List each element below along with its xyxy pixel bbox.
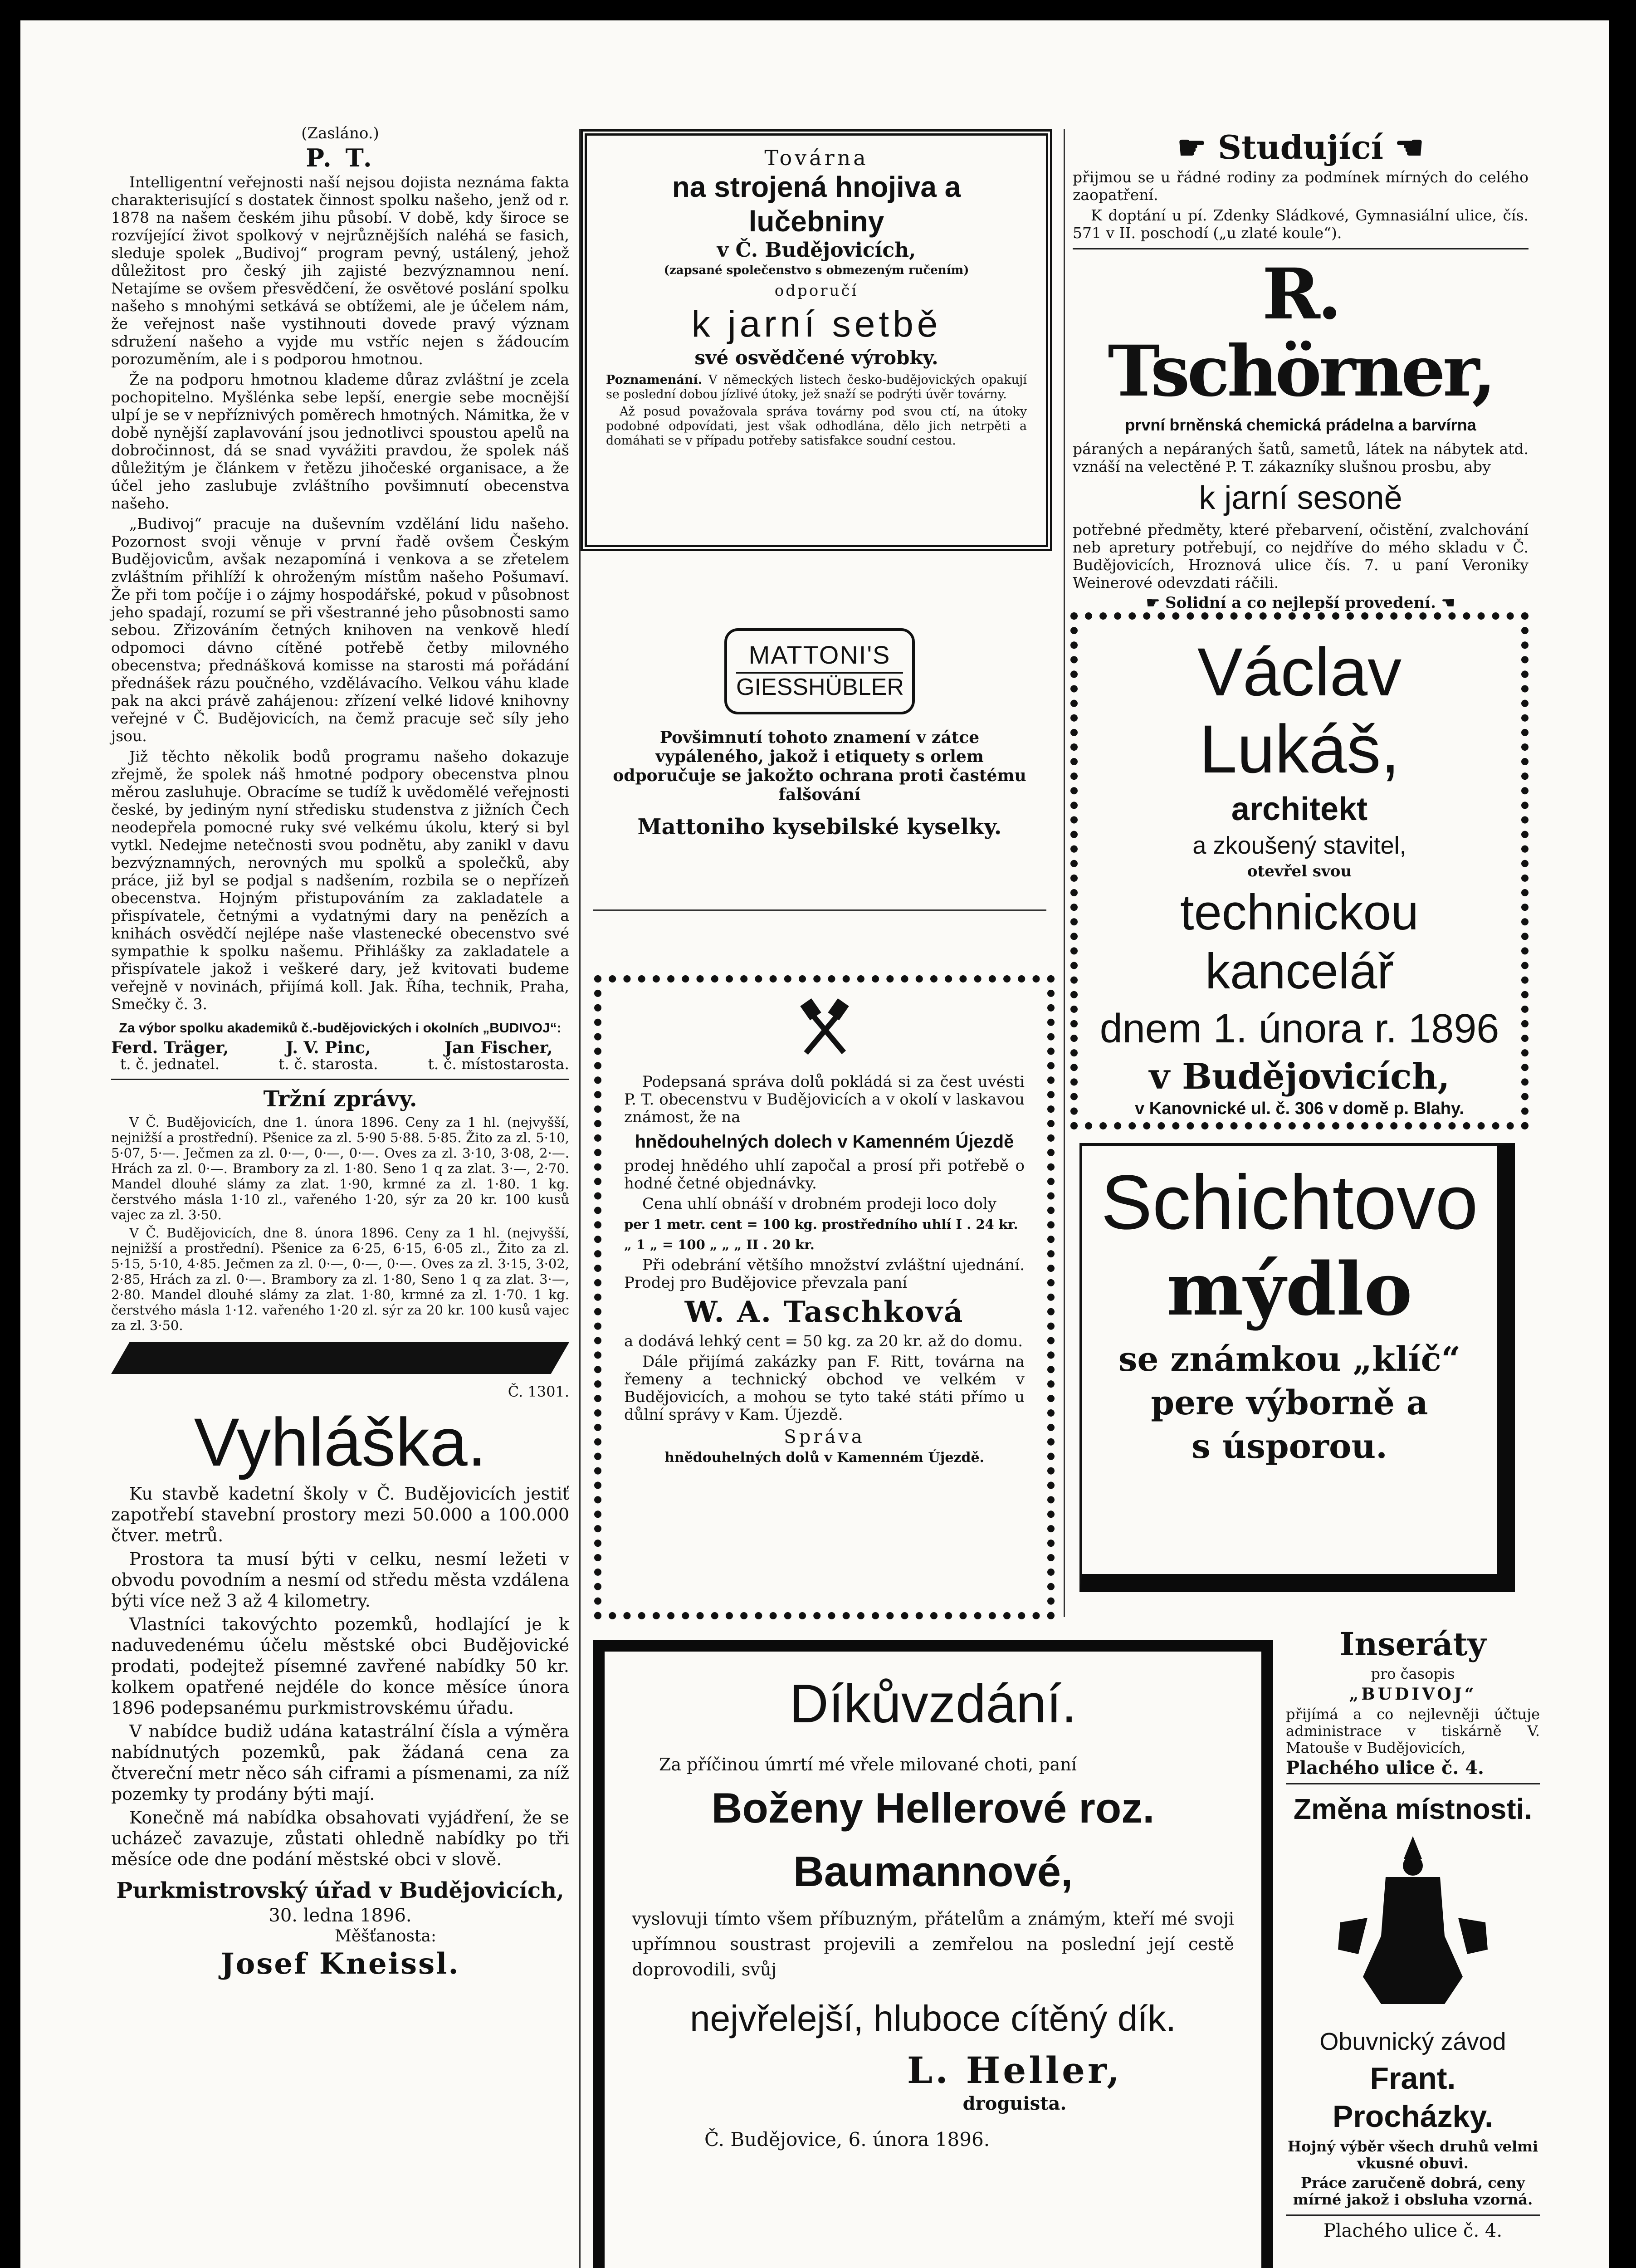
hammer-pick-icon xyxy=(779,996,870,1060)
prochazka-title: Změna místnosti. xyxy=(1293,1793,1533,1825)
tschorner-season: k jarní sesoně xyxy=(1199,480,1402,516)
lukas-date: dnem 1. února r. 1896 xyxy=(1099,1006,1499,1051)
inseraty-street: Plachého ulice č. 4. xyxy=(1286,1757,1484,1779)
dekovani-place-date: Č. Budějovice, 6. února 1896. xyxy=(704,2128,990,2151)
divider xyxy=(1286,2214,1540,2216)
divider xyxy=(111,1079,569,1080)
mattoni-notice: Povšimnutí tohoto znamení v zátce vypáleného, jakož i etiquety s orlem odporučuje se jakožto ochrana proti častému falšování xyxy=(613,728,1026,804)
article-paragraph: Intelligentní veřejnosti naší nejsou dojista neznáma fakta charakterisující s dostatek činnost spolku našeho, jenž od r. 1878 na našem českém jihu působí. V době, kdy široce se rozvíjející život spolkový v nejrůznějších naléhá se fasich, sleduje spolek „Budivoj“ program pevný, ustálený, jehož důležitost pro český jih zajisté bezvýznamnou není. Netajíme se ovšem přesvědčení, že osvětové poslání spolku našeho s mnohými setkává se obtížemi, ale je účelem nám, že veřejnost naše vystihnouti dovede pravý význam sdružení našeho a vyjde mu vstříc nejen s žádoucím porozuměním, ale i s podporou hmotnou. xyxy=(111,173,569,368)
article-paragraph: Že na podporu hmotnou klademe důraz zvláštní je zcela pochopitelno. Myšlénka sebe lepší, energie sebe mocnější ulpí je se v nepříznivých poměrech hmotných. Námitka, že v době nynější zaplavování jsou jednotlivci spoustou apelů na dobročinnost, dá se snad vyvážiti pravdou, že spolek náš důležitým je článkem v řetězu jihočeské organisace, a že účel jeho zaslubuje zvláštního povšimnutí obecenstva našeho. xyxy=(111,371,569,512)
prochazka-text: Hojný výběr všech druhů velmi vkusné obuvi. xyxy=(1287,2138,1538,2172)
vyhlaska-paragraph: V nabídce budiž udána katastrální čísla a výměra nabídnutých pozemků, pak žádaná cena za čtvereční metr něco sáh ciframi a písmenami, za níž pozemky ty prodány býti mají. xyxy=(111,1721,569,1804)
divider xyxy=(1286,1783,1540,1784)
coal-mine-name: hnědouhelných dolech v Kamenném Újezdě xyxy=(635,1132,1014,1152)
signer: Ferd. Träger, t. č. jednatel. xyxy=(111,1038,229,1073)
vyhlaska-title: Vyhláška. xyxy=(194,1404,487,1480)
office-date: 30. ledna 1896. xyxy=(269,1905,412,1926)
tovarna-note2: Až posud považovala správa továrny pod svou ctí, na útoky podobné odpovídati, jest však odhodlána, dělo jich netrpěti a domáhati se v případu potřeby satisfakce soudní cestou. xyxy=(606,405,1027,448)
market-title: Tržní zprávy. xyxy=(263,1086,417,1112)
black-bar xyxy=(111,1342,569,1374)
coal-text: Dále přijímá zakázky pan F. Ritt, továrna na řemeny a technický obchod ve velkém v Budějovicích, a mohou se tyto také státi přímo u důlní správy v Kam. Újezdě. xyxy=(624,1353,1025,1424)
column-rule xyxy=(1064,129,1065,1617)
vyhlaska-paragraph: Ku stavbě kadetní školy v Č. Budějovicích jestiť zapotřebí stavební prostory mezi 50.000 a 100.000 čtver. metrů. xyxy=(111,1484,569,1545)
studujici-text: přijmou se u řádné rodiny za podmínek mírných do celého zaopatření. xyxy=(1073,168,1529,204)
schicht-t5: s úsporou. xyxy=(1192,1427,1387,1466)
schicht-t2: mýdlo xyxy=(1167,1246,1412,1332)
lukas-job: architekt xyxy=(1231,791,1368,827)
ad-lukas xyxy=(1070,612,1529,1129)
ad-coal-mine xyxy=(594,975,1055,1619)
studujici-title: Studující xyxy=(1218,128,1383,166)
tschorner-name: R. Tschörner, xyxy=(1108,253,1494,412)
coal-text: prodej hnědého uhlí započal a prosí při potřebě o hodné četné objednávky. xyxy=(624,1157,1025,1193)
mattoni-cork-logo: MATTONI'S GIESSHÜBLER xyxy=(724,628,915,714)
lukas-opened: otevřel svou xyxy=(1247,862,1352,880)
coal-sign1: Správa xyxy=(784,1427,865,1447)
signer: J. V. Pinc, t. č. starosta. xyxy=(278,1038,378,1073)
vyhlaska-paragraph: Prostora ta musí býti v celku, nesmí ležeti v obvodu povodním a nesmí od středu města vzdálena býti více než 3 až 4 kilometry. xyxy=(111,1549,569,1611)
pointing-hand-icon: ☚ xyxy=(1436,594,1455,612)
pointing-hand-icon: ☛ xyxy=(1177,128,1218,166)
prochazka-name: Frant. Procházky. xyxy=(1332,2061,1493,2134)
schicht-t3: se známkou „klíč“ xyxy=(1118,1340,1461,1379)
ad-schicht xyxy=(1079,1143,1515,1592)
column-right xyxy=(1073,129,1529,615)
tovarna-t3: v Č. Budějovicích, xyxy=(717,239,916,262)
tovarna-t2: na strojená hnojiva a lučebniny xyxy=(672,171,961,238)
dekovani-signer-role: droguista. xyxy=(962,2093,1067,2114)
coal-price: per 1 metr. cent = 100 kg. prostředního uhlí I . 24 kr. xyxy=(624,1217,1018,1232)
article-paragraph: „Budivoj“ pracuje na duševním vzdělání lidu našeho. Pozornost svoji věnuje v první řadě ovšem Českým Budějovicům, avšak nezapomíná i venkova a se zřetelem zvláštním přihlíží k ohroženým místům našeho Pošumaví. Že při tom počíje i o zájmy hospodářské, pokud v působnost jeho spadají, rozumí se při všestranné jeho působnosti samo sebou. Zřizováním četných knihoven na venkově hledí odpomoci dávno cítěné potřebě četby milovného obecenstva; přednášková komisse na starosti má pořádání přednášek rázu poučného, vzdělávacího. Velkou váhu klade pak na akci právě zahájenou: zřízení velké lidové knihovny veřejné v Č. Budějovicích, na čemž pracuje seč síly jeho jsou. xyxy=(111,515,569,745)
schicht-t4: pere výborně a xyxy=(1151,1383,1428,1422)
ad-dekovani xyxy=(593,1640,1273,2268)
inseraty-title: Inseráty xyxy=(1339,1625,1486,1663)
inseraty-paper: „BUDIVOJ“ xyxy=(1349,1685,1477,1704)
vyhlaska-number: Č. 1301. xyxy=(508,1383,569,1400)
mayor-label: Měšťanosta: xyxy=(335,1927,436,1945)
tschorner-sub: první brněnská chemická prádelna a barvírna xyxy=(1125,415,1476,434)
tovarna-t5: odporučí xyxy=(774,282,859,300)
vyhlaska-paragraph: Vlastníci takovýchto pozemků, hodlající je k naduvedenému účelu městské obci Budějovické prodati, podejtež písemné zavřené nabídky 50 kr. kolkem opatřené nejdéle do konce měsíce února 1896 podepsanému purkmistrovskému úřadu. xyxy=(111,1614,569,1718)
tovarna-note: Poznamenání. V německých listech česko-budějovických opakují se poslední dobou jízlivé útoky, jež snaží se podrýti úvěr továrny. xyxy=(606,373,1027,401)
office-name: Purkmistrovský úřad v Budějovicích, xyxy=(116,1878,564,1903)
tovarna-t4: (zapsané společenstvo s obmezeným ručením) xyxy=(664,264,969,277)
mayor-name: Josef Kneissl. xyxy=(220,1947,460,1981)
newspaper-page xyxy=(20,20,1609,2268)
dekovani-title: Díkůvzdání. xyxy=(789,1673,1077,1734)
dekovani-name: Boženy Hellerové roz. Baumannové, xyxy=(711,1784,1155,1895)
tovarna-t6: k jarní setbě xyxy=(691,303,942,345)
signer: Jan Fischer, t. č. místostarosta. xyxy=(428,1038,569,1073)
pointing-hand-icon: ☚ xyxy=(1383,128,1424,166)
prochazka-text: Práce zaručeně dobrá, ceny mírné jakož i obsluha vzorná. xyxy=(1293,2174,1533,2208)
coal-price: „ 1 „ = 100 „ „ „ II . 20 kr. xyxy=(624,1237,815,1252)
pt-heading: P. T. xyxy=(306,143,375,172)
tovarna-t7: své osvědčené výrobky. xyxy=(694,347,938,369)
divider xyxy=(1073,248,1529,249)
dekovani-text: vyslovuji tímto všem příbuzným, přátelům a známým, kteří mé svoji upřímnou soustrast projevili a zemřelou na poslední její cestě doprovodili, svůj xyxy=(632,1909,1234,1980)
vyhlaska-paragraph: Konečně má nabídka obsahovati vyjádření, že se ucházeč zavazuje, zůstati ohledně nabídky po tři měsíce ode dne podání městské obci v slově. xyxy=(111,1808,569,1869)
coal-text: Při odebrání většího množství zvláštní ujednání. Prodej pro Budějovice převzala paní xyxy=(624,1256,1025,1292)
market-paragraph: V Č. Budějovicích, dne 1. února 1896. Ceny za 1 hl. (nejvyšší, nejnižší a prostřední). Pšenice za zl. 5·90 5·88. 5·85. Žito za zl. 5·10, 5·07, 5·—. Ječmen za zl. 0·—, 0·—, 0·—. Oves za zl. 3·10, 3·08, 2·—. Hrách za zl. 0·—. Brambory za zl. 1·80. Seno 1 q za zlat. 3·—, 2·70. Mandel dlouhé slámy za zlat. 1·90, krmné za zl. 1·80. 1 kg. čerstvého másla 1·10 zl., vařeného 1·20, sýr za 20 kr. 100 kusů vajec za zl. 3·50. xyxy=(111,1114,569,1222)
zaslano-label: (Zasláno.) xyxy=(301,124,379,142)
prochazka-street: Plachého ulice č. 4. xyxy=(1323,2220,1503,2241)
inseraty-for: pro časopis xyxy=(1371,1665,1455,1682)
committee-heading: Za výbor spolku akademiků č.-budějovických i okolních „BUDIVOJ“: xyxy=(119,1021,562,1036)
lukas-addr: v Kanovnické ul. č. 306 v domě p. Blahy. xyxy=(1135,1099,1464,1118)
dekovani-signer: L. Heller, xyxy=(907,2049,1123,2092)
dekovani-thanks: nejvřelejší, hluboce cítěný dík. xyxy=(690,1998,1176,2038)
tovarna-t1: Továrna xyxy=(764,146,869,170)
coal-sign2: hnědouhelných dolů v Kamenném Újezdě. xyxy=(664,1450,984,1466)
coal-text: a dodává lehký cent = 50 kg. za 20 kr. až do domu. xyxy=(624,1332,1023,1350)
tschorner-text: páraných a nepáraných šatů, sametů, látek na nábytek atd. vznáší na velectěné P. T. zákazníky slušnou prosbu, aby xyxy=(1073,440,1529,475)
ad-tschorner xyxy=(1073,253,1529,612)
shoemaker-figure-icon xyxy=(1331,1832,1494,2022)
lukas-office: technickou kancelář xyxy=(1180,885,1419,999)
lukas-job2: a zkoušený stavitel, xyxy=(1192,832,1406,859)
signers xyxy=(111,1040,569,1072)
market-paragraph: V Č. Budějovicích, dne 8. února 1896. Ceny za 1 hl. (nejvyšší, nejnižší a prostřední). Pšenice za 6·25, 6·15, 6·05 zl., Žito za zl. 5·15, 5·10, 4·85. Ječmen za zl. 0·—, 0·—, 0·—. Oves za zl. 3·15, 3·02, 2·85, Hrách za zl. 0·—. Brambory za zl. 1·80, Seno 1 q za zlat. 3·—, 2·80. Mandel dlouhé slámy za zlat. 1·80, krmné za zl. 1·70. 1 kg. čerstvého másla 1·12. vařeného 1·20 zl. sýr za 20 kr. 100 kusů vajec za zl. 3·50. xyxy=(111,1225,569,1333)
tschorner-footer: Solidní a co nejlepší provedení. xyxy=(1165,594,1436,612)
mattoni-product: Mattoniho kysebilské kyselky. xyxy=(637,814,1002,840)
schicht-t1: Schichtovo xyxy=(1101,1159,1478,1246)
prochazka-shop: Obuvnický závod xyxy=(1319,2028,1506,2055)
pointing-hand-icon: ☛ xyxy=(1146,594,1166,612)
lukas-city: v Budějovicích, xyxy=(1149,1056,1450,1097)
coal-text: Cena uhlí obnáší v drobném prodeji loco doly xyxy=(642,1195,996,1213)
coal-intro: Podepsaná správa dolů pokládá si za čest uvésti P. T. obecenstvu v Budějovicích a v okolí v laskavou známost, že na xyxy=(624,1073,1025,1126)
ad-studujici xyxy=(1073,129,1529,242)
studujici-text: K doptání u pí. Zdenky Sládkové, Gymnasiální ulice, čís. 571 v II. poschodí („u zlaté koule“). xyxy=(1073,206,1529,242)
divider xyxy=(593,909,1046,911)
lukas-name: Václav Lukáš, xyxy=(1197,634,1402,787)
dekovani-text: Za příčinou úmrtí mé vřele milované choti, paní xyxy=(659,1755,1077,1774)
ad-tovarna xyxy=(581,129,1052,551)
inseraty-text: přijímá a co nejlevněji účtuje administrace v tiskárně V. Matouše v Budějovicích, xyxy=(1286,1706,1540,1756)
ad-inseraty xyxy=(1286,1626,1540,2243)
budivoj-article xyxy=(111,125,569,1983)
ad-mattoni xyxy=(593,610,1046,905)
tschorner-text2: potřebné předměty, které přebarvení, očistění, zvalchování neb apretury potřebují, co nejdříve do mého skladu v Č. Budějovicích, Hroznová ulice čís. 7. u paní Veroniky Weinerové odevzdati ráčili. xyxy=(1073,521,1529,591)
coal-agent: W. A. Taschková xyxy=(684,1295,964,1329)
article-paragraph: Již těchto několik bodů programu našeho dokazuje zřejmě, že spolek náš hmotné podpory obecenstva plnou měrou zasluhuje. Obracíme se tudíž k uvědomělé veřejnosti české, by jediným nyní středisku studenstva z jižních Čech neodepřela pomocné ruky své velkému úkolu, který si byl vytkl. Nedejme netečnosti svou podnětu, aby zanikl v davu bezvýznamných, nerovných mu spolků a společků, aby práce, již byl se podjal s nadšením, rozbila se o nepřízeň obecenstva. Hojným přistupováním za zakladatele a přispívatele, četnými a vydatnými dary na penězích a knihách osvědčí nejlépe naše vlastenecké obecenstvo své sympathie k spolku našemu. Přihlášky za zakladatele a přispívatele jakož i veškeré dary, jež kvitovati budeme veřejně v novinách, přijímá koll. Jak. Říha, technik, Praha, Smečky č. 3. xyxy=(111,748,569,1013)
